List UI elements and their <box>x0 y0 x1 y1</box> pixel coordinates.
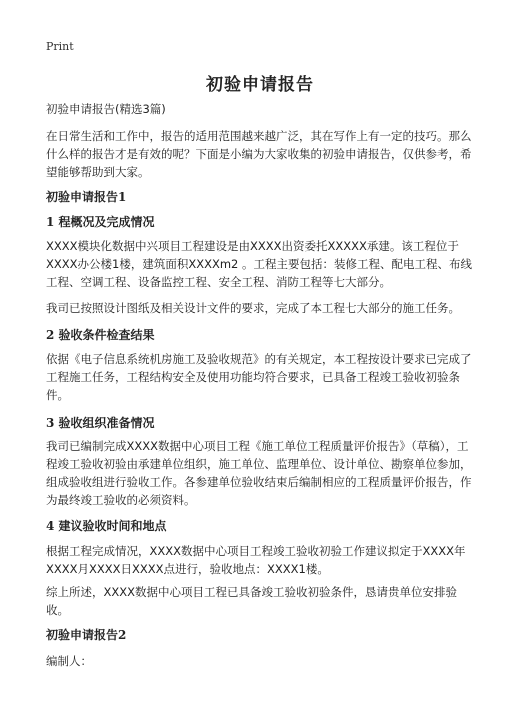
editor-line: 编制人： <box>46 654 92 668</box>
conclusion-paragraph: 综上所述，XXXX数据中心项目工程已具备竣工验收初验条件，恳请贵单位安排验收。 <box>46 585 458 617</box>
report2-heading: 初验申请报告2 <box>46 628 127 642</box>
section3-paragraph: 我司已编制完成XXXX数据中心项目工程《施工单位工程质量评价报告》（草稿），工程竣工验收初验由承建单位组织，施工单位、监理单位、设计单位、勘察单位参加，组成验收组进行验收工作。各参建单位验收结束后编制相应的工程质量评价报告，作为最终竣工验收的必须资料。 <box>46 439 472 507</box>
section1-paragraph1: XXXX模块化数据中兴项目工程建设是由XXXX出资委托XXXXX承建。该工程位于XXXX办公楼1楼，建筑面积XXXXm2 。工程主要包括：装修工程、配电工程、布线工程、空调工程、设备监控工程、安全工程、消防工程等七大部分。 <box>46 239 473 289</box>
page-title: 初验申请报告 <box>206 75 314 95</box>
section4-heading: 4 建议验收时间和地点 <box>46 519 167 533</box>
section3-heading: 3 验收组织准备情况 <box>46 416 155 430</box>
print-label[interactable]: Print <box>46 40 74 53</box>
document-subtitle: 初验申请报告(精选3篇) <box>46 102 166 116</box>
intro-paragraph: 在日常生活和工作中，报告的适用范围越来越广泛，其在写作上有一定的技巧。那么什么样的报告才是有效的呢？下面是小编为大家收集的初验申请报告，仅供参考，希望能够帮助到大家。 <box>46 129 472 179</box>
section1-paragraph2: 我司已按照设计图纸及相关设计文件的要求，完成了本工程七大部分的施工任务。 <box>46 301 460 315</box>
report1-heading: 初验申请报告1 <box>46 190 127 204</box>
section2-paragraph: 依据《电子信息系统机房施工及验收规范》的有关规定，本工程按设计要求已完成了工程施工任务，工程结构安全及使用功能均符合要求，已具备工程竣工验收初验条件。 <box>46 352 472 402</box>
section1-heading: 1 程概况及完成情况 <box>46 215 155 229</box>
section2-heading: 2 验收条件检查结果 <box>46 328 155 342</box>
section4-paragraph: 根据工程完成情况，XXXX数据中心项目工程竣工验收初验工作建议拟定于XXXX年XXXX月XXXX日XXXX点进行，验收地点：XXXX1楼。 <box>46 544 466 576</box>
